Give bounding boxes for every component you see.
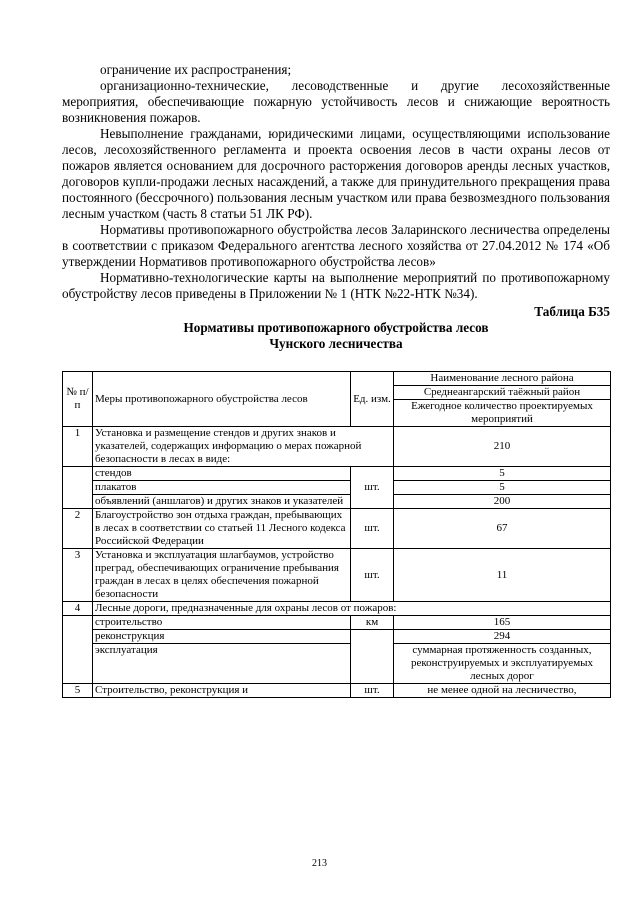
paragraph-3: Невыполнение гражданами, юридическими лицами, осуществляющими использование лесов, лесохозяйственного регламента и проекта освоения лесов в части охраны лесов от пожаров является основанием для досрочного расторжения договоров аренды лесных участков, договоров купли-продажи лесных насаждений, а также для принудительного прекращения права постоянного (бессрочного) пользования лесным участком или права безвозмездного пользования лесным участком (часть 8 статьи 51 ЛК РФ). (62, 126, 610, 221)
row-value: 294 (394, 630, 611, 644)
row-unit-empty (351, 630, 394, 684)
row-value: 67 (394, 509, 611, 549)
table-row (63, 495, 611, 509)
row-num: 4 (63, 602, 93, 616)
row-value: суммарная протяженность созданных, реконструируемых и эксплуатируемых лесных дорог (394, 644, 611, 684)
table-title-line-1: Нормативы противопожарного обустройства лесов (183, 320, 489, 335)
page-number: 213 (312, 858, 327, 869)
row-text: реконструкция (93, 630, 351, 644)
row-text: Установка и эксплуатация шлагбаумов, устройство преград, обеспечивающих ограничение пребывания граждан в лесах в целях обеспечения пожарной безопасности (93, 549, 351, 602)
table-row (63, 630, 611, 644)
table-header-row (63, 372, 611, 386)
paragraph-2: организационно-технические, лесоводственные и другие лесохозяйственные мероприятия, обеспечивающие пожарную устойчивость лесов и снижающие вероятность возникновения пожаров. (62, 78, 610, 125)
row-text: плакатов (93, 481, 351, 495)
row-num: 2 (63, 509, 93, 549)
row-text: Лесные дороги, предназначенные для охраны лесов от пожаров: (93, 602, 611, 616)
row-value: не менее одной на лесничество, (394, 684, 611, 698)
row-value: 11 (394, 549, 611, 602)
row-num: 1 (63, 427, 93, 467)
row-value: 5 (394, 467, 611, 481)
header-annual: Ежегодное количество проектируемых мероприятий (394, 400, 611, 427)
table-row (63, 549, 611, 602)
table-title-line-2: Чунского лесничества (269, 336, 403, 351)
table-row (63, 509, 611, 549)
paragraph-4: Нормативы противопожарного обустройства лесов Заларинского лесничества определены в соответствии с приказом Федерального агентства лесного хозяйства от 27.04.2012 № 174 «Об утверждении Нормативов противопожарного обустройства лесов» (62, 222, 610, 269)
row-unit: шт. (351, 467, 394, 509)
header-district: Наименование лесного района (394, 372, 611, 386)
row-unit: шт. (351, 549, 394, 602)
row-text: эксплуатация (93, 644, 351, 684)
row-num-empty (63, 467, 93, 509)
row-text: Благоустройство зон отдыха граждан, пребывающих в лесах в соответствии со статьей 11 Лесного кодекса Российской Федерации (93, 509, 351, 549)
paragraph-5: Нормативно-технологические карты на выполнение мероприятий по противопожарному обустройству лесов приведены в Приложении № 1 (НТК №22-НТК №34). (62, 270, 610, 301)
paragraph-1: ограничение их распространения; (100, 62, 292, 77)
table-row (63, 602, 611, 616)
table-row (63, 616, 611, 630)
table-row (63, 644, 611, 684)
row-value: 165 (394, 616, 611, 630)
table-row (63, 467, 611, 481)
header-num: № п/п (63, 372, 93, 427)
row-value: 5 (394, 481, 611, 495)
norms-table (62, 371, 611, 698)
row-value: 200 (394, 495, 611, 509)
table-row (63, 427, 611, 467)
row-text: Строительство, реконструкция и (93, 684, 351, 698)
row-num-empty (63, 616, 93, 684)
row-num: 3 (63, 549, 93, 602)
row-unit: шт. (351, 684, 394, 698)
row-unit: шт. (351, 509, 394, 549)
table-row (63, 684, 611, 698)
table-label: Таблица Б35 (534, 304, 610, 319)
row-text: строительство (93, 616, 351, 630)
header-district-name: Среднеангарский таёжный район (394, 386, 611, 400)
row-unit: км (351, 616, 394, 630)
document-page (62, 62, 610, 698)
row-text: Установка и размещение стендов и других знаков и указателей, содержащих информацию о мерах пожарной безопасности в лесах в виде: (93, 427, 394, 467)
row-num: 5 (63, 684, 93, 698)
row-value: 210 (394, 427, 611, 467)
header-measure: Меры противопожарного обустройства лесов (93, 372, 351, 427)
table-row (63, 481, 611, 495)
row-text: объявлений (аншлагов) и других знаков и указателей (93, 495, 351, 509)
header-unit: Ед. изм. (351, 372, 394, 427)
row-text: стендов (93, 467, 351, 481)
